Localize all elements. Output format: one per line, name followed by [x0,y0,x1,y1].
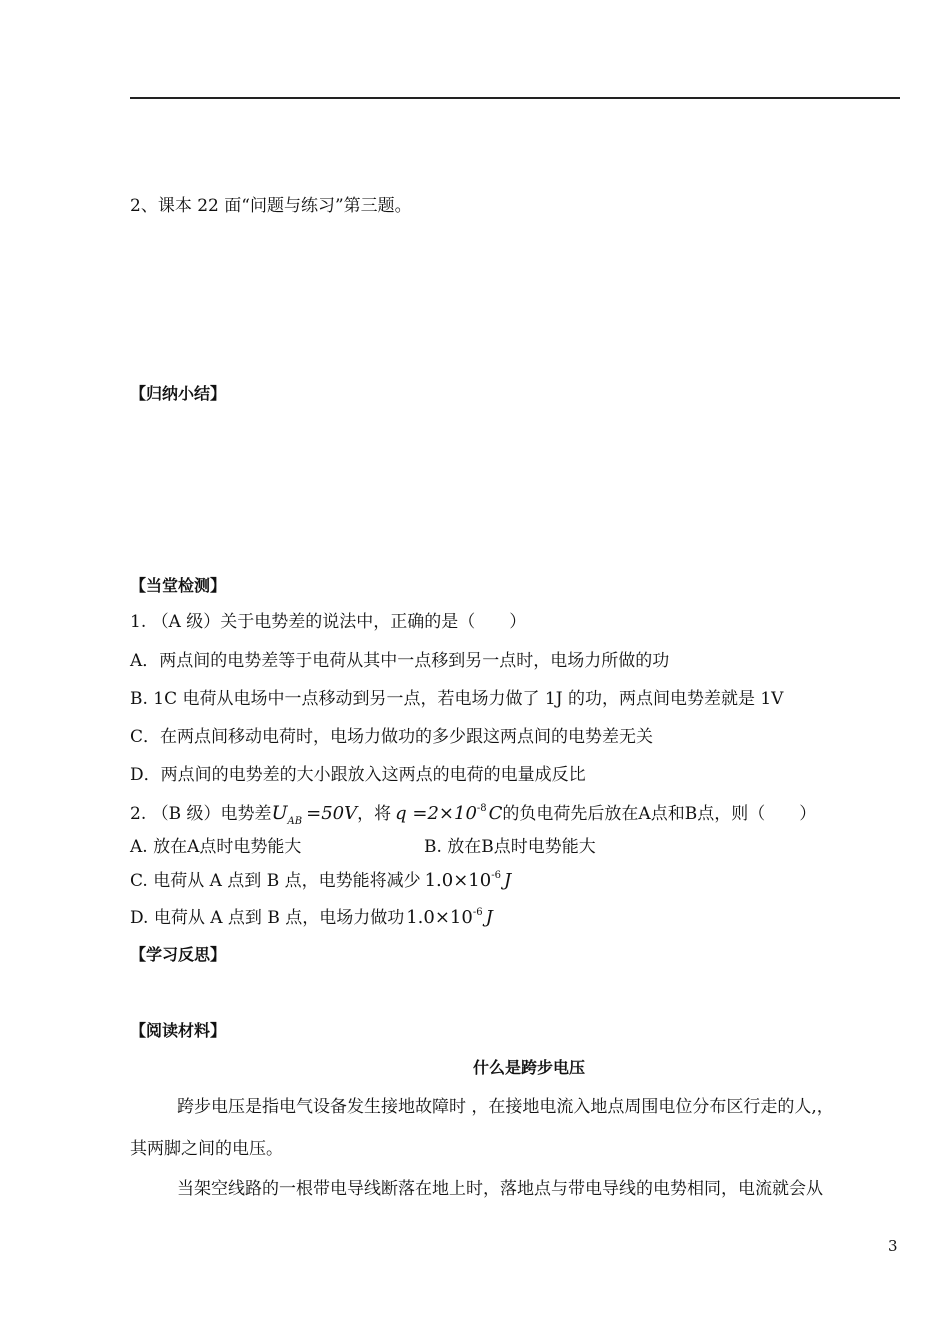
header-rule [130,97,900,99]
section-check-heading: 【当堂检测】 [130,576,227,595]
question-1-option-c: C．在两点间移动电荷时，电场力做功的多少跟这两点间的电势差无关 [130,727,654,747]
question-1-stem: 1. （A 级）关于电势差的说法中，正确的是（ ） [130,612,527,632]
voltage-symbol: U [271,802,288,824]
question-2-suffix: 的负电荷先后放在A点和B点，则（ ） [502,804,817,824]
question-2-stem [130,802,816,828]
option-c-energy-base: 1.0×10 [424,870,492,891]
voltage-subscript: AB [287,816,303,827]
option-c-energy-unit: J [503,870,512,891]
practice-item-2: 2、课本 22 面“问题与练习”第三题。 [130,196,412,216]
page-number: 3 [888,1237,898,1255]
option-d-text: D. 电荷从 A 点到 B 点，电场力做功 [130,908,405,928]
section-reading-heading: 【阅读材料】 [130,1021,227,1040]
reading-paragraph-1-line-1: 跨步电压是指电气设备发生接地故障时 ，在接地电流入地点周围电位分布区行走的人,， [177,1097,834,1117]
section-reflect-heading: 【学习反思】 [130,945,227,964]
option-d-energy-base: 1.0×10 [406,907,473,928]
question-2-option-b: B. 放在B点时电势能大 [424,837,596,857]
reading-paragraph-1-line-2: 其两脚之间的电压。 [130,1139,283,1159]
question-1-option-a: A．两点间的电势差等于电荷从其中一点移到另一点时，电场力所做的功 [130,651,670,671]
question-1-option-d: D．两点间的电势差的大小跟放入这两点的电荷的电量成反比 [130,765,586,785]
question-2-option-d [130,907,493,932]
option-d-energy-exponent: -6 [472,907,483,918]
charge-expression: q =2×10 [395,803,477,824]
option-c-text: C. 电荷从 A 点到 B 点，电势能将减少 [130,871,421,891]
reading-paragraph-2-line-1: 当架空线路的一根带电导线断落在地上时，落地点与带电导线的电势相同，电流就会从 [177,1179,823,1199]
question-2-prefix: 2. （B 级）电势差 [130,804,272,824]
question-2-option-a: A. 放在A点时电势能大 [130,837,302,857]
section-summary-heading: 【归纳小结】 [130,384,227,403]
voltage-value: =50V [306,803,358,824]
question-2-option-c [130,870,511,895]
charge-unit: C [488,803,503,824]
charge-exponent: -8 [476,803,487,814]
question-2-connector: ，将 [357,804,392,824]
reading-title: 什么是跨步电压 [473,1058,586,1077]
option-c-energy-exponent: -6 [491,870,501,881]
question-1-option-b: B. 1C 电荷从电场中一点移动到另一点，若电场力做了 1J 的功，两点间电势差就是 1V [130,689,784,709]
option-d-energy-unit: J [485,907,493,928]
